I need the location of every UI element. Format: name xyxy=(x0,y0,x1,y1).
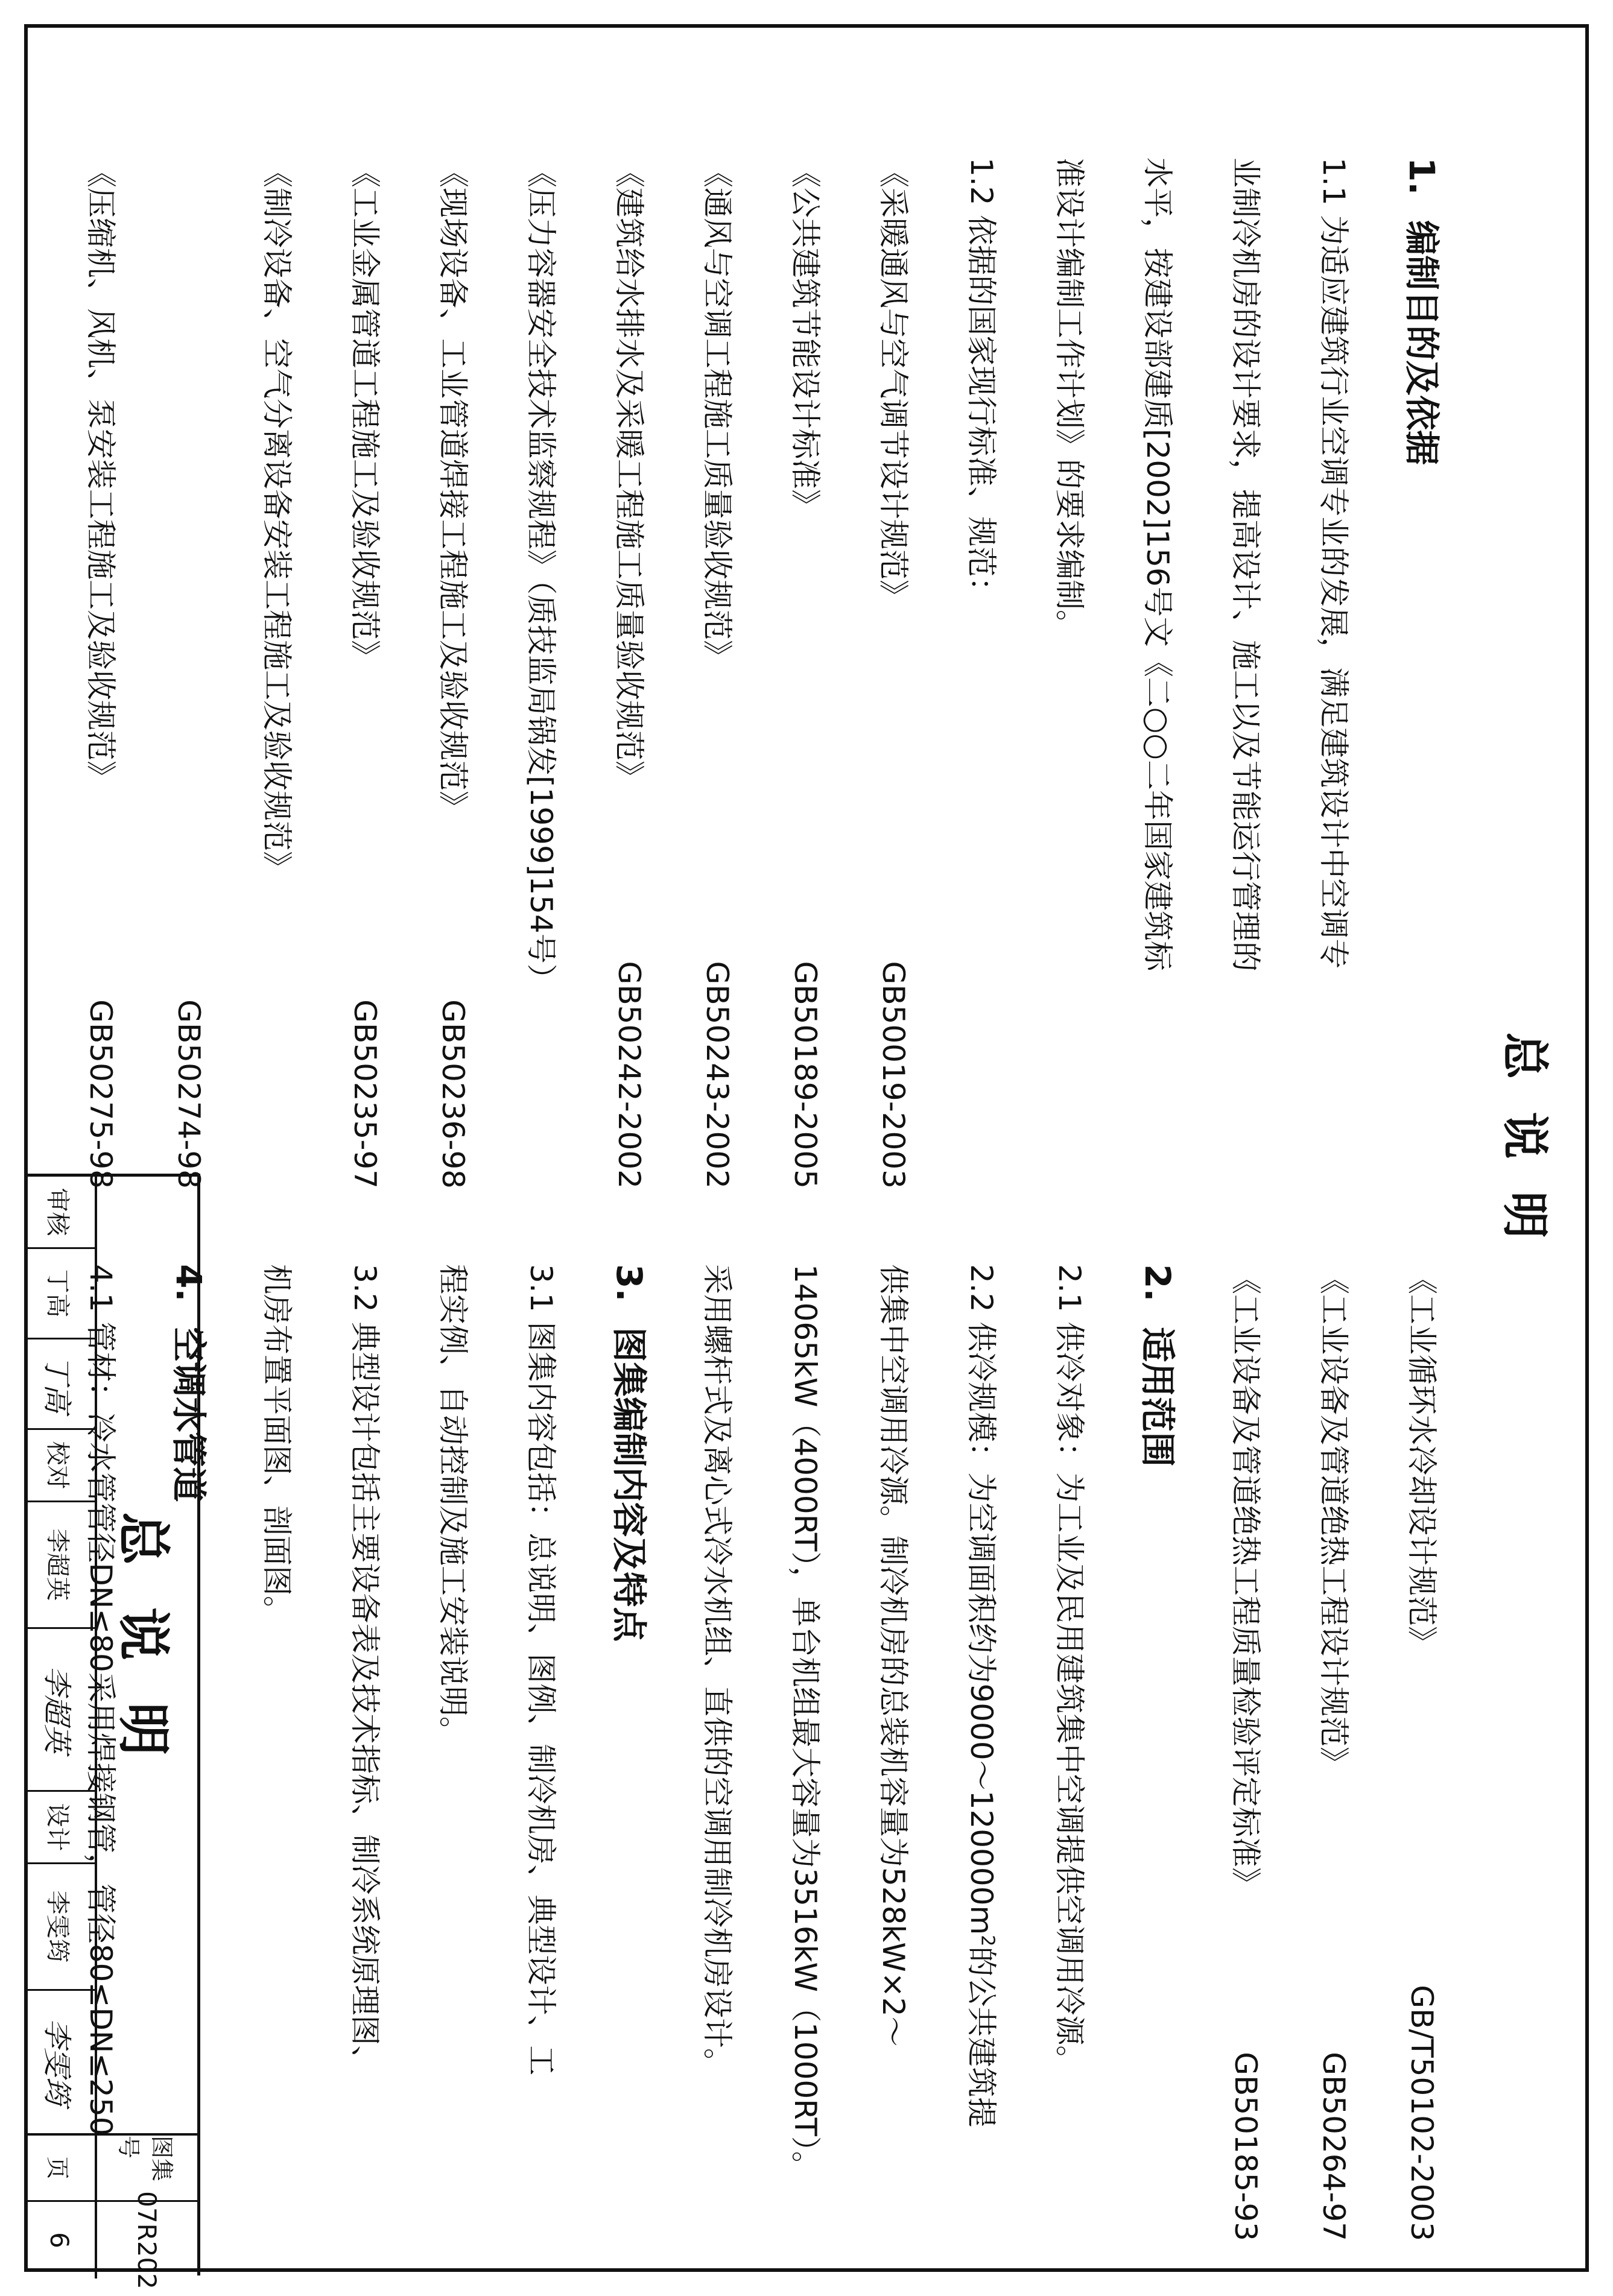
section-3-2-line-2: 机房布置平面图、剖面图。 xyxy=(259,1264,294,1626)
section-1-heading xyxy=(1378,157,1466,1189)
section-3-number: 3. xyxy=(609,1264,650,1302)
checker-signature: 李超英 xyxy=(25,1629,95,1792)
section-4-1-line-1: 4.1 管材：冷水管管径DN≤80采用焊接钢管，管径80≤DN≤250 xyxy=(83,1264,118,2136)
section-2-2-line-4: 采用螺杆式及离心式冷水机组、直供的空调用制冷机房设计。 xyxy=(700,1264,735,2078)
standard-name: 《建筑给水排水及采暖工程施工质量验收规范》 xyxy=(612,157,647,791)
drawing-sheet xyxy=(28,28,1592,2289)
standard-ref xyxy=(849,157,937,1189)
standard-ref xyxy=(1290,1264,1378,2241)
standard-ref xyxy=(409,157,497,1189)
section-1-1-line-2: 业制冷机房的设计要求，提高设计、施工以及节能运行管理的 xyxy=(1228,157,1263,972)
section-3-2-line-1: 3.2 典型设计包括主要设备表及技术指标、制冷系统原理图、 xyxy=(347,1264,382,2076)
section-4-number: 4. xyxy=(168,1264,209,1302)
designer-name: 李雯筠 xyxy=(25,1864,95,1991)
section-1-title: 编制目的及依据 xyxy=(1401,220,1442,466)
page-number: 6 xyxy=(45,2232,75,2248)
standard-name: 《采暖通风与空气调节设计规范》 xyxy=(876,157,911,610)
standard-code: GB50236-98 xyxy=(436,999,471,1189)
standard-ref xyxy=(673,157,761,1189)
reviewer-signature: 丁高 xyxy=(25,1339,95,1430)
page-title: 总说明 xyxy=(1497,1032,1551,1271)
section-3-1-line-1: 3.1 图集内容包括：总说明、图例、制冷机房、典型设计、工 xyxy=(524,1264,559,2076)
standard-ref xyxy=(497,157,585,1189)
page-label: 页 xyxy=(25,2136,95,2202)
standard-name: 《工业金属管道工程施工及验收规范》 xyxy=(347,157,382,670)
standard-code: GB50235-97 xyxy=(347,999,382,1189)
standard-ref xyxy=(145,157,233,1189)
section-1-1-line-1: 1.1 为适应建筑行业空调专业的发展，满足建筑设计中空调专 xyxy=(1316,157,1351,969)
standard-name: 《压缩机、风机、泵安装工程施工及验收规范》 xyxy=(83,157,118,791)
section-2-heading xyxy=(1114,1264,1202,2241)
designer-signature: 李雯筠 xyxy=(40,2018,74,2105)
atlas-number-label: 图集号 xyxy=(95,2136,197,2202)
standard-name: 《压力容器安全技术监察规程》（质技监局锅发[1999]154号） xyxy=(524,157,559,994)
standard-name: 《通风与空调工程施工质量验收规范》 xyxy=(700,157,735,670)
section-3-title: 图集编制内容及特点 xyxy=(609,1327,650,1642)
standard-ref xyxy=(1378,1264,1466,2241)
standard-code: GB50264-97 xyxy=(1316,2052,1351,2241)
check-label: 校对 xyxy=(25,1430,95,1502)
section-2-2-line-1 xyxy=(937,1264,1025,2241)
section-2-1-line: 2.1 供冷对象：为工业及民用建筑集中空调提供空调用冷源。 xyxy=(1052,1264,1087,2076)
section-2-number: 2. xyxy=(1137,1264,1178,1302)
standard-ref xyxy=(233,157,321,1189)
standard-name: 《现场设备、工业管道焊接工程施工及验收规范》 xyxy=(436,157,471,821)
section-4-title: 空调水管道 xyxy=(168,1327,209,1502)
title-block xyxy=(28,1174,200,2289)
title-block-meta xyxy=(25,2136,197,2289)
checker-name: 李超英 xyxy=(25,1502,95,1629)
standard-code: GB/T50102-2003 xyxy=(1404,1985,1439,2241)
section-1-number: 1. xyxy=(1401,157,1442,195)
drawing-frame xyxy=(24,24,1589,2289)
standard-code: GB50019-2003 xyxy=(876,961,911,1189)
section-2-2-text-b: 的公共建筑提 xyxy=(964,1946,999,2128)
right-column xyxy=(57,1264,1466,2241)
reviewer-name: 丁高 xyxy=(25,1249,95,1339)
section-2-2-line-3: 14065kW（4000RT），单台机组最大容量为3516kW（1000RT）。 xyxy=(788,1264,823,2181)
standard-code: GB50243-2002 xyxy=(700,961,735,1189)
standard-code: GB50274-98 xyxy=(171,999,206,1189)
left-column xyxy=(57,157,1466,1189)
section-1-2-line: 1.2 依据的国家现行标准、规范： xyxy=(964,157,999,607)
standard-ref xyxy=(321,157,409,1189)
section-1-1-line-3: 水平，按建设部建质[2002]156号文《二○○二年国家建筑标 xyxy=(1140,157,1175,971)
superscript: 2 xyxy=(977,1935,998,1947)
standard-code: GB50189-2005 xyxy=(788,961,823,1189)
standard-code: GB50185-93 xyxy=(1228,2052,1263,2241)
title-block-title: 总说明 xyxy=(95,1177,197,2136)
standard-name: 《工业设备及管道绝热工程质量检验评定标准》 xyxy=(1228,1264,1263,1897)
signature-row xyxy=(25,1177,95,2136)
standard-name: 《公共建筑节能设计标准》 xyxy=(788,157,823,519)
atlas-number-value: 07R202 xyxy=(95,2202,197,2279)
section-2-title: 适用范围 xyxy=(1137,1327,1178,1467)
standard-code: GB50275-98 xyxy=(83,999,118,1189)
standard-name: 《工业循环水冷却设计规范》 xyxy=(1404,1264,1439,1656)
section-2-2-line-2: 供集中空调用冷源。制冷机房的总装机容量为528kW×2～ xyxy=(876,1264,911,2047)
review-label: 审核 xyxy=(25,1177,95,1249)
standard-code: GB50242-2002 xyxy=(612,961,647,1189)
section-2-2-text-a: 2.2 供冷规模：为空调面积约为9000～120000m xyxy=(964,1264,999,1935)
section-3-1-line-2: 程实例、自动控制及施工安装说明。 xyxy=(436,1264,471,1747)
standard-name: 《制冷设备、空气分离设备安装工程施工及验收规范》 xyxy=(259,157,294,881)
standard-ref xyxy=(1202,1264,1290,2241)
standard-ref xyxy=(585,157,673,1189)
design-label: 设计 xyxy=(25,1792,95,1864)
section-3-heading xyxy=(585,1264,673,2241)
section-1-1-line-4: 准设计编制工作计划》的要求编制。 xyxy=(1052,157,1087,640)
standard-ref xyxy=(57,157,145,1189)
standard-name: 《工业设备及管道绝热工程设计规范》 xyxy=(1316,1264,1351,1777)
standard-ref xyxy=(761,157,849,1189)
